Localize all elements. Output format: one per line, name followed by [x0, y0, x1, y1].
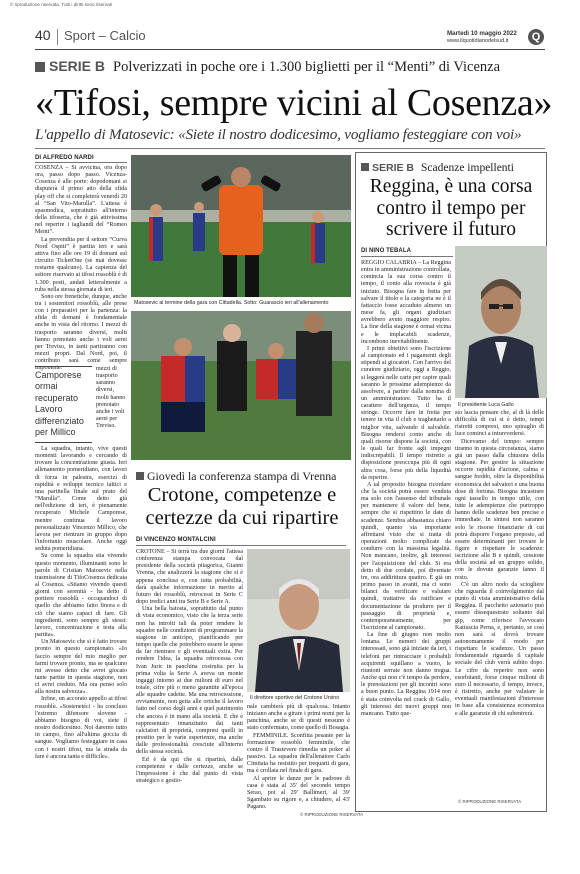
- crotone-headline: Crotone, competenze e certezze da cui ripartire: [145, 484, 339, 529]
- main-subheadline: L'appello di Matosevic: «Siete il nostro dodicesimo, vogliamo festeggiare con voi»: [35, 126, 522, 143]
- pullquote: [35, 366, 92, 443]
- paragraph: Sono ore frenetiche, dunque, anche tra i sostenitori rossoblù, alle prese con i preparativi per la partenza: la sfida di domani è fondamentale anche in vista del ritorno. I mezzi di trasporto saranno diversi, molti hanno prenotato anche i voli aerei per Treviso, in tanti partiranno con mezzi propri. Dal Nord, poi, il contributo sarà come sempre imponente.: [35, 293, 127, 372]
- reggina-kicker: [361, 158, 514, 176]
- crotone-kicker-text: Giovedì la conferenza stampa di Vrenna: [147, 469, 337, 483]
- square-bullet-icon: [35, 62, 45, 72]
- main-article-column-wrap: [96, 366, 127, 441]
- crotone-byline-rule: [136, 545, 346, 546]
- reggina-headline: Reggina, è una corsa contro il tempo per scrivere il futuro: [369, 176, 533, 240]
- header-divider: [57, 29, 58, 45]
- reggina-byline: DI NINO TEBALA: [361, 248, 412, 254]
- issue-date: Martedì 10 maggio 2022: [447, 30, 517, 37]
- copyright-notice: © riproduzione riservata. Tutti i diritti sono riservati: [10, 2, 112, 7]
- luca-gallo-photo: [455, 246, 547, 398]
- portrait-scene: [455, 246, 547, 398]
- section-title: Sport – Calcio: [64, 28, 146, 43]
- header-rule: [35, 49, 545, 50]
- training-scene: [131, 311, 351, 460]
- main-kicker: [35, 58, 500, 76]
- crotone-article-column-2: [247, 704, 350, 811]
- paragraph: Ed è da qui che si ripartirà, dalle competenze e dalle certezze, anche se l'impressione è che dal punto di vista strategico e gestio-: [136, 756, 243, 784]
- reggina-article-column-1: [361, 260, 451, 808]
- brand-logo-letter: Q: [531, 31, 541, 43]
- guarascio-photo: [131, 311, 351, 460]
- ursino-photo: [247, 549, 350, 692]
- paragraph: La fine di giugno non molto lontana. Le numeri dei gruppi interessati, sono già iniziate da ieri, i telefoni per rintracciare i probabili acquirenti squillano a vuoto, le riunioni serrate non danno tregua. Anche qui non c'è tempo da perdere, le prenotazioni per gli incontri sono a buon punto. La Reggina 1914 non è stata coinvolta nel crack di Gallo, gli interessi dei nuovi gruppi non mancano. Tutto que-: [361, 632, 451, 717]
- crotone-copyright: © RIPRODUZIONE RISERVATA: [300, 812, 364, 817]
- website-link[interactable]: www.ilquotidianodelsud.it: [447, 38, 509, 44]
- matosevic-photo: [131, 155, 351, 297]
- paragraph: Un Matosevic che si è fatto trovare pronto in questo campionato. «Io faccio sempre del mio meglio per farmi trovare pronto, ma se qualcuno mi avesse detto che avrei giocato tante partite in questa stagione, non ci avrei creduto. Ma ora penso solo alla nostra salvezza».: [35, 639, 127, 696]
- paragraph: A tal proposito bisogna ricordare che la società potrà essere venduta ma solo con l'assenso del tribunale per mantenere il valore del bene, sempre che si rispettino le date di scadenze. Sembra abbastanza chiaro quindi, quanto sia importante affrettarsi visto che si tratta di operazioni molto complicate da condurre con la massima legalità. Non mancano, inoltre, gli interessi per l'acquisizione del club. Si era detto di due cordate, poi diventate tre, ora addirittura quattro. È già un primo passo in avanti, ma ci sono bilanci da verificare e valutare quindi, trattative da ratificare e documentazione da produrre per il passaggio di proprietà e, contemporaneamente, per l'iscrizione al campionato.: [361, 481, 451, 631]
- reggina-byline-rule: [361, 256, 453, 257]
- paragraph-fragment: mezzi di trasporto saranno diversi, molti hanno prenotato anche i voli aerei per Treviso.: [96, 366, 126, 430]
- paragraph: Su come la squadra stia vivendo questo momento, illuminanti sono le parole di Cristian Matosevic nella trasmissione di TifoCosenza dedicata al Cosenza. «Stiamo vivendo questi giorni con serenità - ha detto il portiere rossoblù - occupandoci di quello che abbiamo fatto finora e di ciò che siamo capaci di fare. Gli ingredienti, sono sempre gli stessi: lavoro, concentrazione e testa alla partita».: [35, 553, 127, 639]
- byline-rule: [35, 162, 127, 163]
- main-headline: «Tifosi, sempre vicini al Cosenza»: [35, 82, 553, 124]
- paragraph: sto lascia pensare che, al di là delle difficoltà di cui si è detto, tempi ristretti compresi, uno spiraglio di luce cominci a intravvedersi.: [455, 410, 544, 438]
- page-number: 40: [35, 27, 51, 43]
- square-bullet-icon: [361, 163, 369, 171]
- paragraph: COSENZA – Si avvicina, ora dopo ora, passo dopo passo. Vicenza-Cosenza è alle porte: dopodomani si disputerà il primo atto della sfida play off che si completerà venerdì 20 al “San Vito-Marulla”. L'attesa è spasmodica, soprattutto all'interno della tifoseria, che è già attivissima nel reperire i tagliandi del “Romeo Menti”.: [35, 165, 127, 236]
- main-article-column-cont: [35, 446, 127, 816]
- reggina-kicker-text: Scadenze impellenti: [421, 162, 514, 174]
- square-bullet-icon: [136, 472, 144, 480]
- kicker-text: Polverizzati in poche ore i 1.300 biglietti per il “Menti” di Vicenza: [113, 59, 501, 75]
- crotone-photo-caption: Il direttore sportivo del Crotone Ursino: [250, 695, 340, 701]
- crotone-kicker: [136, 467, 336, 485]
- kicker-tag: SERIE B: [49, 58, 106, 74]
- paragraph: CROTONE – Si terrà tra due giorni l'attesa conferenza stampa convocata dal presidente della società pitagorica, Gianni Vrenna, che analizzerà la stagione che si è appena conclusa e, con tutta probabilità, darà qualche informazione in merito al futuro dei rossoblù, retrocessi in Serie C dopo tredici anni tra Serie B e Serie A.: [136, 549, 243, 606]
- paragraph: La prevendita per il settore “Curva Nord Ospiti” è partita ieri e sarà attiva fino alle ore 19 di domani sul circuito TicketOne (se mai dovesse restarne qualcuno). La capienza del settore riservato ai tifosi rossoblù è di 1.300 posti, andati letteralmente a ruba nella stessa giornata di ieri.: [35, 236, 127, 293]
- pullquote-top-rule: [35, 366, 92, 367]
- pullquote-text: Camporese ormai recuperato Lavoro differenziato per Millico: [35, 369, 84, 438]
- reggina-copyright: © RIPRODUZIONE RISERVATA: [458, 799, 522, 804]
- pullquote-bottom-rule: [35, 442, 92, 443]
- paragraph: I primi obiettivi sono l'iscrizione al campionato ed i pagamenti degli stipendi ai giocatori. Con l'arrivo del curatore giudiziario, oggi a Reggio, si leggerà nelle carte per capire quali saranno le prossime adempienze da assolvere, a partire dalla nomina di un amministratore. Tutto ha il carattere dell'urgenza, il tempo stringe. Occorre fare in fretta per tenere in vita il club e traghettarlo a miglior vita, salvando il salvabile. Bisogna rendersi conto anche di quali risorse dispone la società, con le quali far fronte agli impegni indiscrepabili. Il tempo ristretto a disposizione preoccupa più di ogni altra cosa, forse più della liquidità da reperire.: [361, 345, 451, 481]
- paragraph: Al aprire le danze per le padrone di casa è stata al 35' del secondo tempo Serao, poi al 29' Ballimeri, al 39' Sgambato su rigore e, a chiudere, al 43' Pagano.: [247, 775, 350, 811]
- reggina-article-column-2: [455, 410, 544, 798]
- paragraph: REGGIO CALABRIA – La Reggina entra in amministrazione controllata, comincia la sua corsa contro il tempo, il conto alla rovescia è già iniziato. Bisogna fare in fretta per salvare il titolo e la categoria ne è il fattaccio fosse accaduto almeno un mese fa, gli organi giudiziari avrebbero avuto maggiore respiro. La fine della stagione è ormai vicina e le implacabili scadenze, incombono inevitabilmente.: [361, 260, 451, 345]
- reggina-photo-caption: Il presidente Luca Gallo: [458, 402, 514, 408]
- paragraph: FEMMINILE. Sconfitta pesante per la formazione rossoblù femminile, che contro il Trastevere rimedia un poker al passivo. La squadra dell'allenatore Carlo Cimitata ha resistito per trequarti di gara, ma è crollata nel finale di gara.: [247, 732, 350, 775]
- paragraph: La squadra, intanto, vive questi momenti lavorando e cercando di trovare la concentrazione giusta. Ieri allenamento pomeridiano, con lavori di forza in palestra, esercizi di rapidità e sviluppi tecnico tattici e una partitella finale sul prato del “Marulla”. Come detto già nell'edizione di ieri, è pienamente recuperato Michele Camporese, mentre continua il lavoro personalizzato Vincenzo Millico, che lavora per rientrare in gruppo dopo l'infortunio muscolare. Anche oggi seduta pomeridiana.: [35, 446, 127, 553]
- brand-logo: [528, 29, 544, 45]
- paragraph: Infine, un accorato appello ai tifosi rossoblù. «Sostenetéci - ha concluso l'estremo difensore slovene - abbiamo bisogno di voi, siete il nostro dodicesimo. Noi daremo tutto in campo, fino all'ultima goccia di sangue. Vogliamo festeggiare in casa con i nostri tifosi, ma la strada da fare è ancora tanta e difficile».: [35, 696, 127, 760]
- main-article-column: [35, 165, 127, 372]
- crotone-byline: DI VINCENZO MONTALCINI: [136, 537, 216, 543]
- paragraph: C'è un altro nodo da sciogliere che riguarda il coinvolgimento dal punto di vista amministrativo della Reggina. Il pacchetto azionario può essere dissequestrato soltanto dal gip, come riferisce l'avvocato Katiuscia Perna, e, pertanto, se così non sarà si dovrà trovare autonomamente il modo per rispettare le scadenze. Un passo fondamentale riguarda il capitale sociale del club verrà subito dopo. Le cifre da reperire non sono esorbitanti, forse cinque milioni di euro il necessario, il tempo, invece, è ristretto, anche per valutare le eventuali manifestazioni d'interesse in base alla consistenza economica e alle garanzie di chi subentrerà.: [455, 581, 544, 717]
- main-photo-caption: Matosevic al termine della gara con Cittadella. Sotto: Guarascio ieri all'allenamento: [134, 300, 329, 306]
- paragraph: Dicevamo del tempo: sempre tiranno in questa circostanza, siamo già un passo dalla chiusura della stagione. Per gestire la situazione occorre rapidità d'azione, calma e sangue freddo, oltre la disponibilità economica dei salvatori e una buona dose di fortuna. Bisogna incastrare ogni tassello in tempo utile, con tutte le adempienze che purtroppo hanno delle scadenze ben precise e immediate. In sintesi non saranno solo le risorse finanziarie di cui potrà disporre l'organo preposto, ad essere determinanti per trovare le figure e rispettare le scadenze: iscrizione alla B e quindi, cessione della società ad un gruppo solido, con le dovute garanzie fanno il resto.: [455, 438, 544, 581]
- ursino-portrait: [247, 549, 350, 692]
- reggina-kicker-tag: SERIE B: [372, 162, 415, 174]
- paragraph: nale cambierà più di qualcosa. Intanto iniziano anche a girare i primi nomi per la panchina, anche se di questi nessuno è stato confermato, come quello di Bosagia.: [247, 704, 350, 732]
- crotone-article-column-1: [136, 549, 243, 811]
- paragraph: Una bella batosta, soprattutto dal punto di vista economico, visto che la terza serie non ha introiti tali da poter rendere le squadre nelle condizioni di programmare la stagione in anticipo, pianificando per tempo quelle che potrebbero essere le spese da far rientrare e gli eventuali extra. Per rendere l'idea, la squadra retrocessa con Ivan Juric in panchina costruita per la prima volta la Serie A aveva un monte ingaggi intorno ai due milioni di euro nel totale, cifre più o meno garantite all'epoca alle squadre cadette. Ma una retrocessione, ovviamente, non getta alle ortiche il lavoro fatto nel corso degli anni e quel patrimonio che ancora è in mano alla società. E che è rappresentato innanzitutto dai tanti calciatori di proprietà, compresi quelli in prestito per le varie esperienze, ma anche dalle professionalità cresciute all'interno della stessa società.: [136, 606, 243, 756]
- subhead-rule: [35, 148, 545, 149]
- main-byline: DI ALFREDO NARDI: [35, 155, 94, 161]
- stadium-scene: [131, 155, 351, 297]
